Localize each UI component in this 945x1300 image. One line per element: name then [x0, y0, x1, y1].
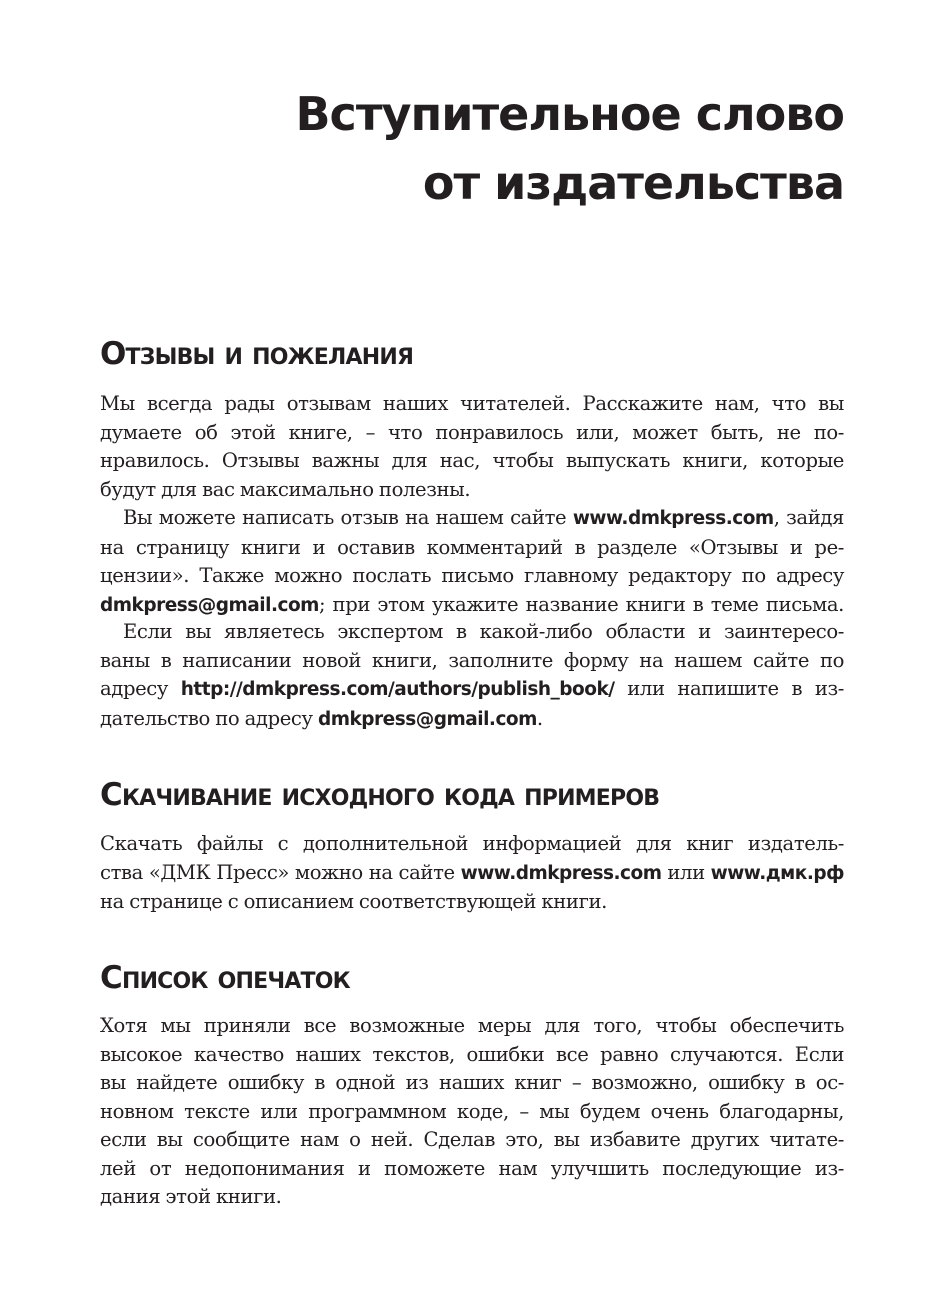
text-line: думаете об этой книге, – что понравилось или, может быть, не по- — [100, 420, 844, 444]
text-line: Мы всегда рады отзывам наших читателей. Расскажите нам, что вы — [100, 392, 844, 415]
chapter-title — [100, 80, 844, 218]
text-fragment: , зайдя — [773, 506, 844, 529]
text-line: на страницу книги и оставив комментарий в разделе «Отзывы и ре- — [100, 535, 844, 559]
text-line: будут для вас максимально полезны. — [100, 477, 471, 501]
errata-heading: Список опечаток — [100, 960, 350, 996]
chapter-title-line-2: от издательства — [422, 156, 844, 210]
text-line — [100, 705, 844, 735]
text-line: высокое качество наших текстов, ошибки все равно случаются. Если — [100, 1042, 844, 1066]
site-link-rf[interactable]: www.дмк.рф — [710, 862, 844, 884]
publish-book-link[interactable]: http://dmkpress.com/authors/publish_book/ — [180, 679, 615, 700]
feedback-paragraph-1 — [100, 390, 844, 504]
text-line — [100, 504, 844, 534]
text-line: новном тексте или программном коде, – мы будем очень благодарны, — [100, 1099, 844, 1123]
site-link[interactable]: www.dmkpress.com — [460, 862, 662, 884]
text-fragment: . — [536, 706, 543, 730]
text-fragment: или напишите в из- — [614, 677, 844, 700]
text-line: Хотя мы приняли все возможные меры для того, чтобы обеспечить — [100, 1014, 844, 1037]
text-line: цензии». Также можно послать письмо главному редактору по адресу — [100, 564, 844, 587]
text-fragment: дательство по адресу — [100, 706, 318, 730]
text-line — [100, 859, 844, 889]
feedback-heading: Отзывы и пожелания — [100, 336, 414, 372]
text-fragment: ; при этом укажите название книги в теме письма. — [318, 592, 844, 616]
text-fragment: адресу — [100, 677, 181, 700]
text-fragment: ства «ДМК Пресс» можно на сайте — [100, 860, 461, 884]
errata-paragraph — [100, 1012, 844, 1212]
text-line: нравилось. Отзывы важны для нас, чтобы выпускать книги, которые — [100, 449, 844, 472]
chapter-title-line-1: Вступительное слово — [295, 87, 844, 141]
text-line: ваны в написании новой книги, заполните форму на нашем сайте по — [100, 648, 844, 672]
feedback-paragraph-3 — [100, 618, 844, 734]
text-line: дания этой книги. — [100, 1185, 282, 1208]
text-fragment: Вы можете написать отзыв на нашем сайте — [123, 506, 573, 529]
text-line — [100, 675, 844, 705]
text-fragment: или — [661, 860, 711, 884]
text-line — [100, 591, 844, 621]
email-link[interactable]: dmkpress@gmail.com — [317, 708, 537, 730]
text-line: лей от недопонимания и поможете нам улучшить последующие из- — [100, 1156, 844, 1180]
text-line: Скачать файлы с дополнительной информацией для книг издатель- — [100, 832, 844, 855]
site-link[interactable]: www.dmkpress.com — [572, 508, 774, 529]
text-line: Если вы являетесь экспертом в какой-либо области и заинтересо- — [123, 620, 844, 643]
download-paragraph — [100, 830, 844, 917]
text-line: на странице с описанием соответствующей книги. — [100, 890, 607, 913]
feedback-paragraph-2 — [100, 504, 844, 620]
email-link[interactable]: dmkpress@gmail.com — [100, 594, 319, 616]
text-line: вы найдете ошибку в одной из наших книг – возможно, ошибку в ос- — [100, 1071, 844, 1094]
download-heading: Скачивание исходного кода примеров — [100, 777, 660, 813]
text-line: если вы сообщите нам о ней. Сделав это, вы избавите других читате- — [100, 1128, 844, 1151]
